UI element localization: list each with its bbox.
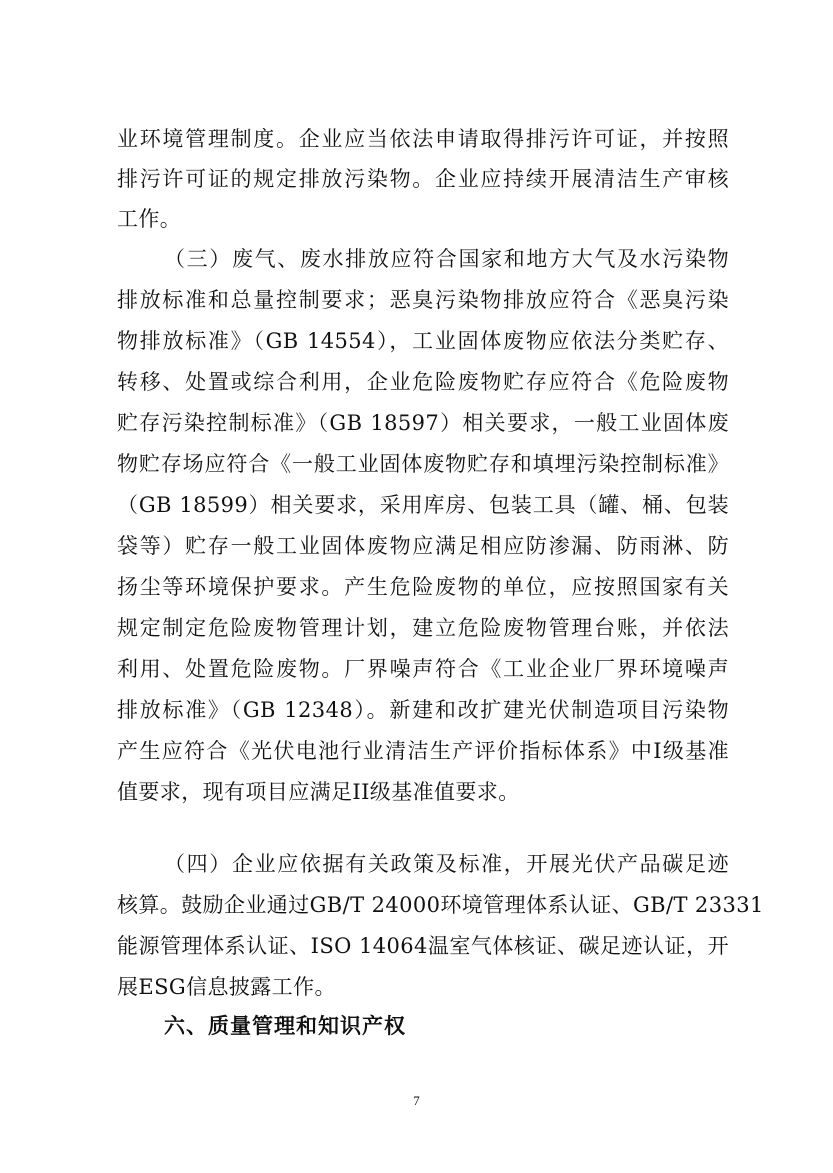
text-line: 排污许可证的规定排放污染物。企业应持续开展清洁生产审核 [117,167,729,191]
text-line: 核算。鼓励企业通过GB/T 24000环境管理体系认证、GB/T 23331 [117,893,764,917]
text-line: 物贮存场应符合《一般工业固体废物贮存和填埋污染控制标准》 [117,452,729,476]
text-line: 展ESG信息披露工作。 [117,975,336,999]
text-line: 排放标准和总量控制要求；恶臭污染物排放应符合《恶臭污染 [117,288,729,312]
text-line: 袋等）贮存一般工业固体废物应满足相应防渗漏、防雨淋、防 [117,534,729,558]
text-line: 贮存污染控制标准》（GB 18597）相关要求，一般工业固体废 [117,411,729,435]
text-line: 业环境管理制度。企业应当依法申请取得排污许可证，并按照 [117,127,729,151]
text-line: 转移、处置或综合利用，企业危险废物贮存应符合《危险废物 [117,370,729,394]
section-heading: 六、质量管理和知识产权 [164,1014,406,1038]
text-line: 工作。 [117,207,182,231]
text-line: 能源管理体系认证、ISO 14064温室气体核证、碳足迹认证，开 [117,934,729,958]
text-line: 扬尘等环境保护要求。产生危险废物的单位，应按照国家有关 [117,575,729,599]
text-line: 规定制定危险废物管理计划，建立危险废物管理台账，并依法 [117,616,729,640]
text-line: 利用、处置危险废物。厂界噪声符合《工业企业厂界环境噪声 [117,657,729,681]
text-line: 值要求，现有项目应满足II级基准值要求。 [117,780,520,804]
paragraph-start-line: （三）废气、废水排放应符合国家和地方大气及水污染物 [164,247,729,271]
page-number: 7 [413,1093,420,1108]
text-line: 排放标准》（GB 12348）。新建和改扩建光伏制造项目污染物 [117,698,729,722]
text-line: 物排放标准》（GB 14554），工业固体废物应依法分类贮存、 [117,329,729,353]
text-line: （GB 18599）相关要求，采用库房、包装工具（罐、桶、包装 [117,493,729,517]
text-line: 产生应符合《光伏电池行业清洁生产评价指标体系》中I级基准 [117,739,729,763]
paragraph-start-line: （四）企业应依据有关政策及标准，开展光伏产品碳足迹 [164,852,729,876]
